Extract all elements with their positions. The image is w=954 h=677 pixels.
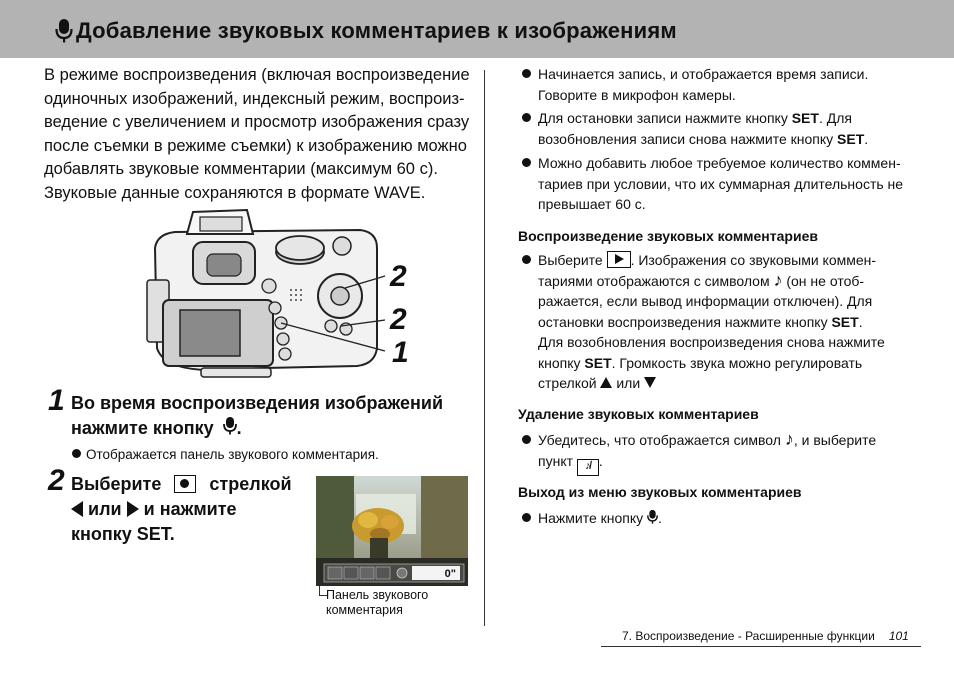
text-line [538, 430, 927, 451]
playback-heading: Воспроизведение звуковых комментариев [518, 228, 818, 244]
text-span: Выберите [538, 252, 603, 268]
text-line [538, 451, 927, 476]
footer-rule [601, 646, 921, 647]
callout-number: 2 [390, 303, 407, 336]
text-span: . Изображения со звуковыми коммен- [630, 252, 877, 268]
text-line: превышает 60 с. [538, 196, 646, 212]
right-bullet-text [538, 153, 927, 215]
delete-bullet [522, 430, 927, 476]
page-title: Добавление звуковых комментариев к изображениям [76, 18, 677, 43]
callout-number: 2 [390, 260, 407, 293]
delete-heading: Удаление звуковых комментариев [518, 406, 759, 422]
microphone-icon [223, 416, 237, 436]
right-bullet-text [538, 108, 927, 149]
bullet-icon [522, 113, 531, 122]
text-span: стрелкой [538, 375, 597, 391]
text-span: пункт [538, 452, 574, 469]
title-bar [0, 0, 954, 58]
step-2-line: кнопку SET. [71, 524, 175, 544]
text-line: Можно добавить любое требуемое количество коммен- [538, 155, 901, 171]
text-span: . [858, 313, 863, 330]
text-span: Убедитесь, что отображается символ [538, 432, 781, 448]
bullet-icon [522, 158, 531, 167]
intro-line: добавлять звуковые комментарии (максимум 60 с). [44, 160, 438, 178]
recording-time-counter: 0" [444, 568, 456, 580]
caption-line: Панель звукового [326, 588, 429, 602]
text-line: Говорите в микрофон камеры. [538, 86, 736, 103]
intro-line: ведение с увеличением и просмотр изображения сразу [44, 113, 470, 131]
play-icon [607, 251, 631, 268]
text-line [538, 271, 927, 292]
step-2-word: Выберите [71, 474, 162, 494]
step-1-bullet-text: Отображается панель звукового комментария. [86, 447, 379, 462]
callout-number: 1 [392, 336, 409, 369]
microphone-icon [55, 18, 73, 44]
right-bullet-text [538, 64, 927, 105]
bullet-icon [72, 449, 81, 458]
column-divider [484, 70, 485, 626]
step-1-line: Во время воспроизведения изображений [71, 393, 444, 413]
record-icon [174, 475, 196, 493]
step-2-word: стрелкой [209, 474, 292, 494]
text-line: тариев при условии, что их суммарная длительность не [538, 175, 904, 192]
set-label: SET [831, 313, 859, 330]
bullet-icon [522, 435, 531, 444]
text-span: . [864, 130, 869, 147]
photo-caption [326, 588, 428, 618]
text-line: ражается, если вывод информации отключен). Для [538, 293, 873, 309]
camera-illustration [145, 208, 390, 380]
right-arrow-icon [127, 501, 139, 517]
text-span: возобновления записи снова нажмите кнопку [538, 130, 834, 147]
step-1-text [71, 391, 471, 441]
text-line [538, 108, 927, 129]
text-span: . [598, 452, 603, 469]
set-label: SET [837, 130, 865, 147]
delete-text [538, 430, 927, 476]
intro-paragraph [44, 64, 474, 205]
step-2-line [71, 497, 306, 522]
page-number: 101 [888, 629, 909, 643]
up-arrow-icon [600, 377, 612, 388]
text-line [538, 373, 927, 394]
text-span: Нажмите кнопку [538, 510, 644, 526]
exit-bullet [522, 508, 927, 529]
text-line [538, 250, 927, 271]
caption-line: комментария [326, 603, 403, 617]
bullet-icon [522, 69, 531, 78]
text-line [538, 129, 927, 150]
right-bullet [522, 153, 927, 215]
right-bullet [522, 64, 927, 105]
step-1-line [71, 416, 471, 441]
right-bullet [522, 108, 927, 149]
sound-note-icon: ♪ [784, 429, 794, 449]
step-1-bullet [72, 446, 379, 464]
step-number: 2 [48, 464, 65, 497]
text-line [538, 353, 927, 374]
sound-note-icon: ♪ [773, 269, 783, 290]
left-arrow-icon [71, 501, 83, 517]
step-2-line [71, 472, 306, 497]
text-span: . Громкость звука можно регулировать [611, 354, 863, 371]
bullet-icon [522, 513, 531, 522]
exit-text [538, 508, 927, 529]
intro-line: одиночных изображений, индексный режим, воспроиз- [44, 89, 465, 108]
microphone-icon [647, 509, 658, 525]
step-2-word: и нажмите [143, 499, 237, 519]
set-label: SET [791, 110, 819, 126]
text-span: Для остановки записи нажмите кнопку [538, 110, 788, 126]
text-span: или [616, 375, 641, 391]
footer [622, 629, 909, 643]
bullet-icon [522, 255, 531, 264]
step-number: 1 [48, 384, 65, 417]
step-2-text [71, 472, 306, 547]
footer-chapter: 7. Воспроизведение - Расширенные функции [622, 629, 875, 643]
down-arrow-icon [644, 377, 656, 388]
intro-line: В режиме воспроизведения (включая воспроизведение [44, 66, 470, 84]
text-span: . [658, 510, 662, 526]
text-span: (он не отоб- [786, 272, 865, 289]
step-1-period: . [236, 418, 242, 438]
text-span: тариями отображаются с символом [538, 272, 770, 289]
text-line: Для возобновления воспроизведения снова нажмите [538, 334, 885, 350]
set-label: SET [584, 354, 612, 371]
playback-bullet [522, 250, 927, 394]
intro-line: после съемки в режиме съемки) к изображению можно [44, 136, 467, 155]
text-span: остановки воспроизведения нажмите кнопку [538, 313, 828, 330]
text-span: , и выберите [793, 432, 877, 448]
exit-heading: Выход из меню звуковых комментариев [518, 484, 802, 500]
text-line: Начинается запись, и отображается время записи. [538, 66, 869, 82]
playback-text [538, 250, 927, 394]
text-span: . Для [818, 110, 852, 126]
sound-memo-screen-photo [316, 476, 468, 586]
erase-icon: ♪̸ [577, 459, 599, 476]
step-2-word: или [88, 499, 122, 519]
step-1-line-text: нажмите кнопку [71, 418, 214, 438]
intro-line: Звуковые данные сохраняются в формате WAVE. [44, 183, 426, 202]
text-line [538, 312, 927, 333]
text-span: кнопку [538, 354, 581, 371]
